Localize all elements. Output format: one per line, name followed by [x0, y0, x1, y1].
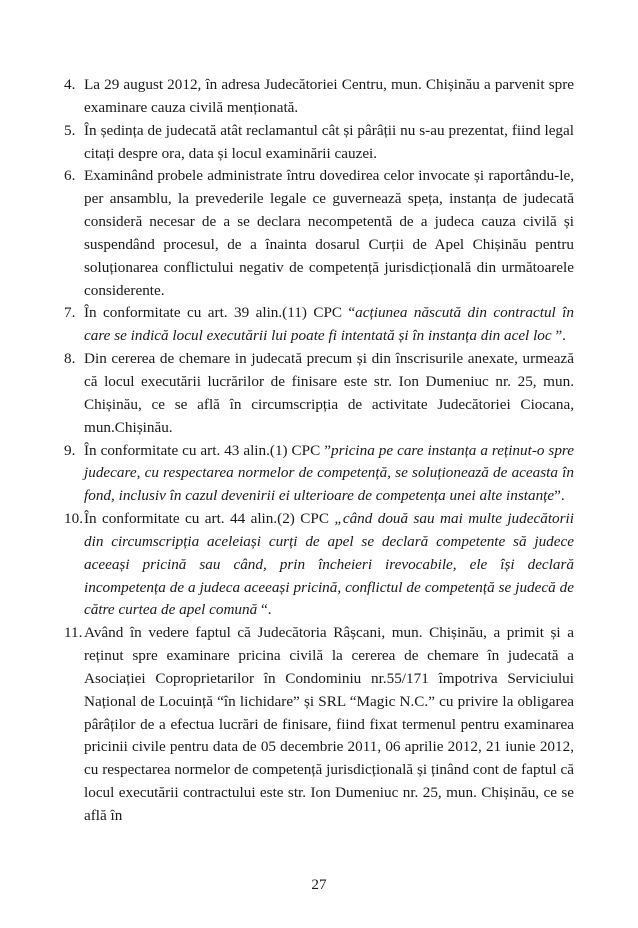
- paragraph-text: În ședința de judecată atât reclamantul cât și pârâții nu s-au prezentat, fiind legal citați despre ora, data și locul examinării cauzei.: [84, 121, 574, 162]
- paragraph-text: Examinând probele administrate întru dovedirea celor invocate și raportându-le, per ansamblu, la prevederile legale ce guvernează spețа, instanța de judecată consideră necesar de a se declara necompetentă de a judeca cauza civilă și suspendând procesul, de a înainta dosarul Curții de Apel Chișinău pentru soluționarea conflictului negativ de competență jurisdicțională din următoarele considerente.: [84, 167, 574, 299]
- paragraph-text: Din cererea de chemare in judecată precum și din înscrisurile anexate, urmează că locul executării lucrărilor de finisare este str. Ion Dumeniuc nr. 25, mun. Chișinău, ce se află în circumscripția de activitate Judecătoriei Ciocana, mun.Chișinău.: [84, 350, 574, 436]
- page-number: 27: [311, 876, 327, 893]
- numbered-paragraph: [64, 120, 574, 166]
- paragraph-text: În conformitate cu art. 39 alin.(11) CPC “: [84, 304, 356, 322]
- paragraph-text: ”.: [554, 487, 565, 505]
- numbered-paragraph: [64, 302, 574, 348]
- paragraph-text: Având în vedere faptul că Judecătoria Râșcani, mun. Chișinău, a primit și a reținut spre examinare pricina civilă la cererea de chemare în judecată a Asociației Coproprietarilor în Condominiu nr.55/171 împotriva Serviciului Național de Locuință “în lichidare” și SRL “Magic N.C.” cu privire la obligarea pârâților de a efectua lucrări de finisare, fiind fixat termenul pentru examinarea pricinii civile pentru data de 05 decembrie 2011, 06 aprilie 2012, 21 iunie 2012, cu respectarea normelor de competență jurisdicțională și ținând cont de faptul că locul executării contractului este str. Ion Dumeniuc nr. 25, mun. Chișinău, ce se află în: [84, 624, 574, 824]
- paragraph-number: 8.: [64, 350, 76, 368]
- numbered-paragraph: [64, 165, 574, 302]
- paragraph-text: La 29 august 2012, în adresa Judecătoriei Centru, mun. Chișinău a parvenit spre examinare cauza civilă menționată.: [84, 76, 574, 116]
- quoted-legal-text: acțiunea născută din contractul în care se indică locul executării lui poate fi intentată și în instanța din acel loc: [84, 304, 574, 345]
- paragraph-number: 5.: [64, 121, 76, 139]
- quoted-legal-text: „când două sau mai multe judecătorii din circumscripția aceleiași curți de apel se declară competente să judece aceeași pricină sau când, prin încheieri irevocabile, ele își declară incompetența de a judeca aceeași pricină, conflictul de competență se judecă de către curtea de apel comună: [84, 510, 574, 619]
- paragraph-number: 11.: [64, 624, 83, 642]
- numbered-paragraph: [64, 440, 574, 509]
- paragraph-text: În conformitate cu art. 43 alin.(1) CPC ”: [84, 441, 331, 459]
- numbered-paragraph: [64, 74, 574, 120]
- paragraph-number: 4.: [64, 76, 76, 93]
- paragraph-number: 6.: [64, 167, 76, 185]
- paragraph-text: În conformitate cu art. 44 alin.(2) CPC: [84, 510, 335, 528]
- paragraph-number: 10.: [64, 510, 83, 528]
- paragraph-number: 7.: [64, 304, 76, 322]
- numbered-paragraph: [64, 508, 574, 622]
- page-body: [64, 74, 574, 828]
- paragraph-text: ”.: [551, 327, 566, 345]
- numbered-paragraph: [64, 348, 574, 439]
- paragraph-text: “.: [257, 601, 272, 619]
- numbered-paragraph: [64, 622, 574, 828]
- paragraph-number: 9.: [64, 441, 76, 459]
- quoted-legal-text: pricina pe care instanța a reținut-o spre judecare, cu respectarea normelor de competență, se soluționează de aceasta în fond, inclusiv în cazul devenirii ei ulterioare de competența unei alte instanțe: [84, 441, 575, 505]
